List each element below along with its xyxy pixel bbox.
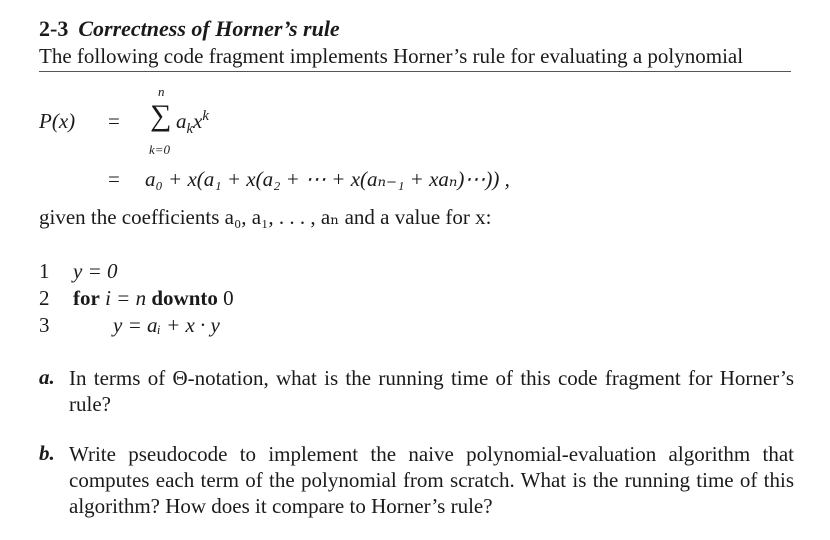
question-label: b. [39,441,55,465]
sum-upper-limit: n [158,84,165,99]
formula-equals-1: = [108,109,120,133]
question-text: Write pseudocode to implement the naive polynomial-evaluation algorithm that computes each term of the polynomial from scratch. What is the running time of this algorithm? How does it compare to Horner’s rule? [69,442,794,518]
loop-variable: i [105,286,111,310]
formula-equals-2: = [108,167,120,191]
horner-expansion: a₀ + x(a₁ + x(a₂ + ⋯ + x(aₙ₋₁ + xaₙ)⋯)) , [145,167,510,191]
loop-start: = n [116,286,147,310]
code-line-1: y = 0 [73,259,118,283]
sum-symbol: ∑ [150,99,172,132]
given-statement: given the coefficients a₀, a₁, . . . , aₙ and a value for x: [39,205,492,229]
sum-lower-limit: k=0 [149,142,171,157]
problem-heading [39,16,340,42]
keyword-for: for [73,286,100,310]
code-line-2 [73,286,234,311]
keyword-downto: downto [151,286,218,310]
sum-term: $a_kx^k$ [176,108,209,138]
loop-end: 0 [223,286,234,310]
code-line-number: 3 [39,313,50,337]
question-label: a. [39,365,55,389]
code-line-3: y = aᵢ + x · y [113,313,220,337]
code-line-number: 1 [39,259,50,283]
heading-divider [39,71,791,72]
problem-number: 2-3 [39,16,69,41]
intro-text: The following code fragment implements Horner’s rule for evaluating a polynomial [39,44,744,68]
code-line-number: 2 [39,286,50,310]
formula-lhs: P(x) [39,109,76,133]
problem-title: Correctness of Horner’s rule [78,16,340,41]
question-text: In terms of Θ-notation, what is the running time of this code fragment for Horner’s rule? [69,366,794,416]
